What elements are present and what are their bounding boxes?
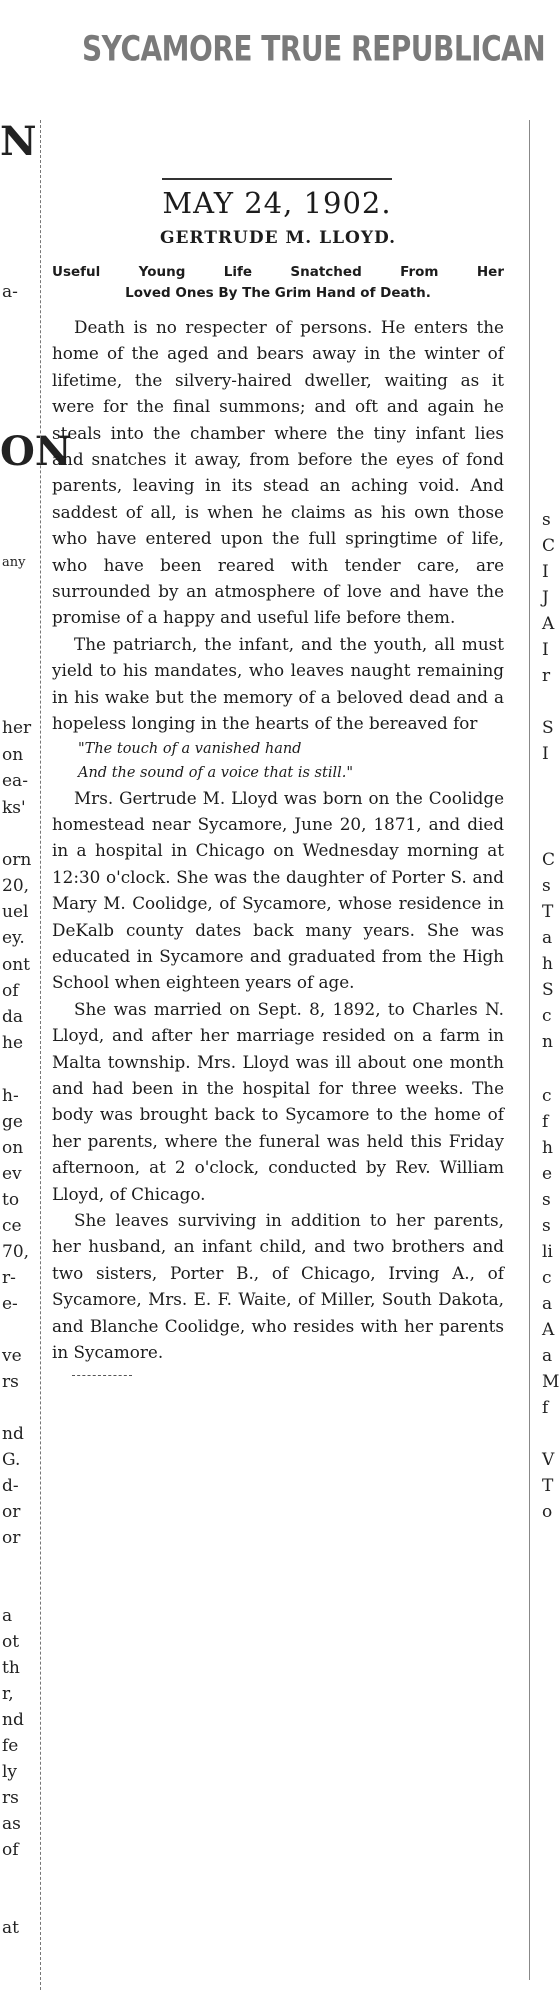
column-rule-left xyxy=(40,120,42,1990)
left-fragment: G. xyxy=(2,1450,21,1470)
left-fragment: rs xyxy=(2,1788,19,1808)
left-fragment: d- xyxy=(2,1476,19,1496)
left-fragment: ey. xyxy=(2,928,25,948)
left-fragment: ot xyxy=(2,1632,20,1652)
left-fragment: ev xyxy=(2,1164,22,1184)
left-fragment: fe xyxy=(2,1736,19,1756)
left-fragment: nd xyxy=(2,1710,24,1730)
left-fragment: of xyxy=(2,981,19,1001)
right-fragment: s xyxy=(542,510,551,530)
poem-quote xyxy=(78,737,504,785)
right-fragment: c xyxy=(542,1006,552,1026)
left-fragment: at xyxy=(2,1918,19,1938)
paragraph: Death is no respecter of persons. He enters the home of the aged and bears away in the winter of lifetime, the silvery-haired dweller, waiting as it were for the final summons; and oft and again he steals into the chamber where the tiny infant lies and snatches it away, from before the eyes of fond parents, leaving in its stead an aching void. And saddest of all, is when he claims as his own those who have entered upon the full springtime of life, who have been reared with tender care, are surrounded by an atmosphere of love and have the promise of a happy and useful life before them. xyxy=(52,317,504,628)
right-fragment: C xyxy=(542,536,556,556)
dateline: MAY 24, 1902. xyxy=(162,178,392,220)
left-fragment: h- xyxy=(2,1086,19,1106)
paragraph: She was married on Sept. 8, 1892, to Charles N. Lloyd, and after her marriage resided on a farm in Malta township. Mrs. Lloyd was ill about one month and had been in the hospital for three weeks. The body was brought back to Sycamore to the home of her parents, where the funeral was held this Friday afternoon, at 2 o'clock, conducted by Rev. William Lloyd, of Chicago. xyxy=(52,998,504,1204)
right-fragment: S xyxy=(542,980,554,1000)
subheadline-line: Useful Young Life Snatched From Her xyxy=(52,264,504,280)
right-fragment: e xyxy=(542,1164,553,1184)
right-fragment: I xyxy=(542,562,549,582)
left-fragment: th xyxy=(2,1658,20,1678)
left-fragment: N xyxy=(0,118,37,165)
right-fragment: S xyxy=(542,718,554,738)
left-fragment: ge xyxy=(2,1112,23,1132)
left-fragment: ve xyxy=(2,1346,22,1366)
paragraph: She leaves surviving in addition to her parents, her husband, an infant child, and two brothers and two sisters, Porter B., of Chicago, Irving A., of Sycamore, Mrs. E. F. Waite, of Miller, South Dakota, and Blanche Coolidge, who resides with her parents in Sycamore. xyxy=(52,1210,504,1363)
right-fragment: T xyxy=(542,902,554,922)
left-fragment: a- xyxy=(2,282,18,302)
right-fragment: I xyxy=(542,640,549,660)
left-fragment: orn xyxy=(2,850,32,870)
right-fragment: V xyxy=(542,1450,555,1470)
end-rule xyxy=(72,1375,132,1376)
left-fragment: ont xyxy=(2,955,31,975)
right-fragment: T xyxy=(542,1476,554,1496)
left-fragment: e- xyxy=(2,1294,18,1314)
right-fragment: A xyxy=(542,1320,555,1340)
right-fragment: f xyxy=(542,1112,549,1132)
right-fragment: C xyxy=(542,850,556,870)
left-fragment: as xyxy=(2,1814,21,1834)
left-fragment: uel xyxy=(2,902,29,922)
right-fragment: s xyxy=(542,1216,551,1236)
left-fragment: ks' xyxy=(2,798,26,818)
headline: GERTRUDE M. LLOYD. xyxy=(159,228,397,248)
left-fragment: 20, xyxy=(2,876,30,896)
left-fragment: her xyxy=(2,718,32,738)
left-column-fragments xyxy=(0,0,72,2006)
right-fragment: r xyxy=(542,666,551,686)
left-fragment: or xyxy=(2,1502,21,1522)
left-fragment: he xyxy=(2,1033,24,1053)
right-fragment: I xyxy=(542,744,549,764)
column-rule-right xyxy=(529,120,531,1980)
poem-line: And the sound of a voice that is still." xyxy=(78,764,354,781)
left-fragment: on xyxy=(2,745,24,765)
left-fragment: to xyxy=(2,1190,20,1210)
left-fragment: da xyxy=(2,1007,24,1027)
left-fragment: ea- xyxy=(2,771,28,791)
right-fragment: h xyxy=(542,954,553,974)
left-fragment: r, xyxy=(2,1684,14,1704)
right-fragment: A xyxy=(542,614,555,634)
left-fragment: r- xyxy=(2,1268,16,1288)
left-fragment: 70, xyxy=(2,1242,30,1262)
left-fragment: ce xyxy=(2,1216,22,1236)
poem-line: "The touch of a vanished hand xyxy=(78,740,302,757)
obituary-article xyxy=(52,178,504,1376)
left-fragment: on xyxy=(2,1138,24,1158)
left-fragment: or xyxy=(2,1528,21,1548)
right-fragment: s xyxy=(542,1190,551,1210)
left-fragment: a xyxy=(2,1606,13,1626)
paragraph: The patriarch, the infant, and the youth, all must yield to his mandates, who leaves naught remaining in his wake but the memory of a beloved dead and a hopeless longing in the hearts of the bereaved for xyxy=(52,633,504,734)
left-fragment: ON xyxy=(0,428,72,475)
left-fragment: any xyxy=(2,555,26,570)
paragraph: Mrs. Gertrude M. Lloyd was born on the Coolidge homestead near Sycamore, June 20, 1871, and died in a hospital in Chicago on Wednesday morning at 12:30 o'clock. She was the daughter of Porter S. and Mary M. Coolidge, of Sycamore, whose residence in DeKalb county dates back many years. She was educated in Sycamore and graduated from the High School when eighteen years of age. xyxy=(52,787,504,993)
right-fragment: a xyxy=(542,1346,553,1366)
right-fragment: s xyxy=(542,876,551,896)
subheadline xyxy=(52,262,504,304)
right-fragment: M xyxy=(542,1372,559,1392)
right-column-fragments xyxy=(541,0,559,2006)
left-fragment: ly xyxy=(2,1762,18,1782)
right-fragment: f xyxy=(542,1398,549,1418)
right-fragment: a xyxy=(542,928,553,948)
masthead: SYCAMORE TRUE REPUBLICAN xyxy=(82,28,546,70)
right-fragment: c xyxy=(542,1086,552,1106)
right-fragment: c xyxy=(542,1268,552,1288)
right-fragment: n xyxy=(542,1032,553,1052)
subheadline-line: Loved Ones By The Grim Hand of Death. xyxy=(125,285,431,301)
left-fragment: nd xyxy=(2,1424,24,1444)
right-fragment: li xyxy=(542,1242,553,1262)
right-fragment: h xyxy=(542,1138,553,1158)
left-fragment: rs xyxy=(2,1372,19,1392)
right-fragment: a xyxy=(542,1294,553,1314)
right-fragment: J xyxy=(542,588,549,608)
right-fragment: o xyxy=(542,1502,553,1522)
left-fragment: of xyxy=(2,1840,19,1860)
